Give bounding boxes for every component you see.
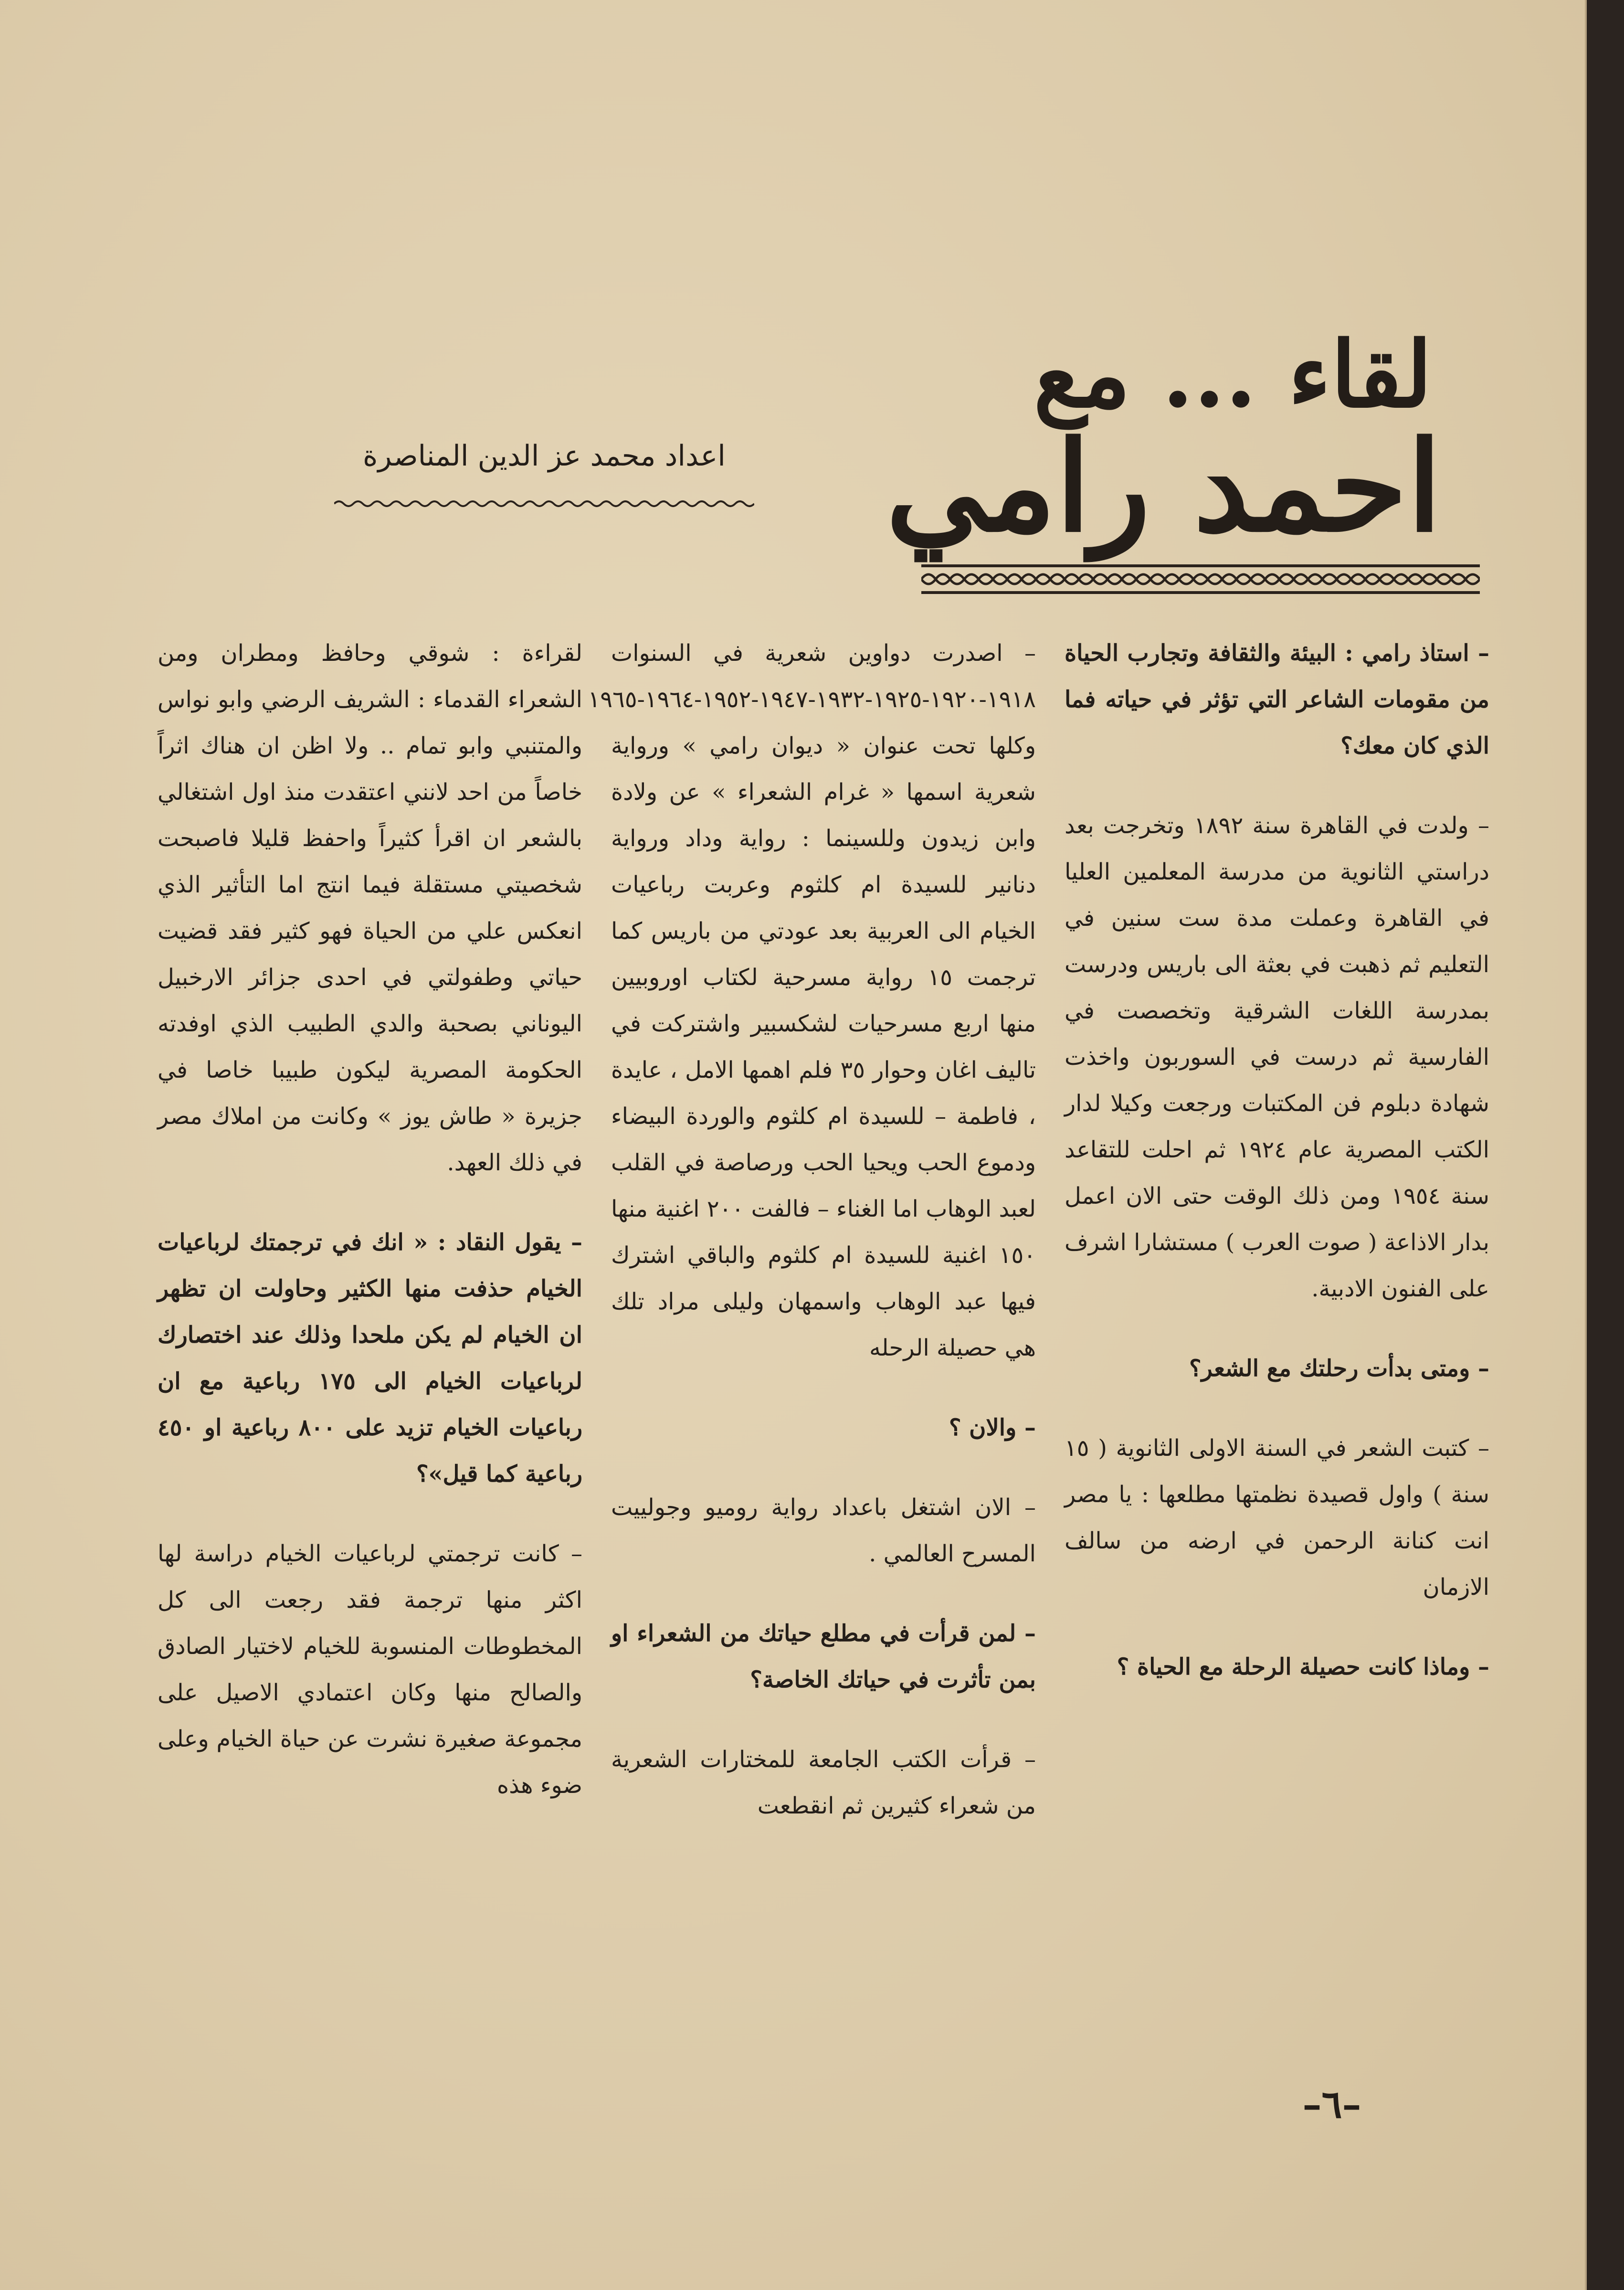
paragraph: – اصدرت دواوين شعرية في السنوات ١٩١٨-١٩٢٠-١٩٢٥-١٩٣٢-١٩٤٧-١٩٥٢-١٩٦٤-١٩٦٥ وكلها تحت عنوان « ديوان رامي » ورواية شعرية اسمها « غرام الشعراء » عن ولادة وابن زيدون وللسينما : رواية وداد ورواية دنانير للسيدة ام كلثوم وعربت رباعيات الخيام الى العربية بعد عودتي من باريس كما ترجمت ١٥ رواية مسرحية لكتاب اوروبيين منها اربع مسرحيات لشكسبير واشتركت في تاليف اغان وحوار ٣٥ فلم اهمها الامل ، عايدة ، فاطمة – للسيدة ام كلثوم والوردة البيضاء ودموع الحب ويحيا الحب ورصاصة في القلب لعبد الوهاب اما الغناء – فالفت ٢٠٠ اغنية منها ١٥٠ اغنية للسيدة ام كلثوم والباقي اشترك فيها عبد الوهاب واسمهان وليلى مراد تلك هي حصيلة الرحله <box>588 640 1036 1361</box>
paragraph: – والان ؟ <box>949 1414 1036 1441</box>
column-middle <box>588 630 1036 1863</box>
paragraph: – ومتى بدأت رحلتك مع الشعر؟ <box>1189 1355 1489 1382</box>
byline: اعداد محمد عز الدين المناصرة <box>363 439 726 473</box>
paragraph: – كتبت الشعر في السنة الاولى الثانوية ( ١٥ سنة ) واول قصيدة نظمتها مطلعها : يا مصر انت كنانة الرحمن في ارضه من سالف الازمان <box>1065 1435 1489 1601</box>
paragraph: – كانت ترجمتي لرباعيات الخيام دراسة لها اكثر منها ترجمة فقد رجعت الى كل المخطوطات المنسوبة للخيام لاختيار الصادق والصالح منها وكان اعتمادي الاصيل على مجموعة صغيرة نشرت عن حياة الخيام وعلى ضوء هذه <box>158 1540 582 1799</box>
column-right <box>1065 630 1489 1724</box>
paragraph: – استاذ رامي : البيئة والثقافة وتجارب الحياة من مقومات الشاعر التي تؤثر في حياته فما الذي كان معك؟ <box>1065 640 1490 759</box>
column-left <box>158 630 582 1842</box>
byline-underline <box>334 497 754 511</box>
page-number: –٦– <box>1302 2082 1361 2127</box>
paragraph: – الان اشتغل باعداد رواية روميو وجولييت المسرح العالمي . <box>611 1494 1036 1567</box>
ornament-border <box>921 562 1480 596</box>
paragraph: – يقول النقاد : « انك في ترجمتك لرباعيات الخيام حذفت منها الكثير وحاولت ان تظهر ان الخيام لم يكن ملحدا وذلك عند اختصارك لرباعيات الخيام الى ١٧٥ رباعية مع ان رباعيات الخيام تزيد على ٨٠٠ رباعية او ٤٥٠ رباعية كما قيل»؟ <box>158 1229 583 1487</box>
paragraph: – قرأت الكتب الجامعة للمختارات الشعرية من شعراء كثيرين ثم انقطعت <box>611 1746 1036 1819</box>
page-title: احمد رامي <box>886 414 1442 560</box>
title-line1: لقاء ... مع <box>1033 321 1432 428</box>
paragraph: لقراءة : شوقي وحافظ ومطران ومن الشعراء القدماء : الشريف الرضي وابو نواس والمتنبي وابو تمام .. ولا اظن ان هناك اثراً خاصاً من احد لانني اعتقدت منذ اول اشتغالي بالشعر ان اقرأ كثيراً واحفظ قليلا فاصبحت شخصيتي مستقلة فيما انتج اما التأثير الذي انعكس علي من الحياة فهو كثير فقد قضيت حياتي وطفولتي في احدى جزائر الارخبيل اليوناني بصحبة والدي الطبيب الذي اوفدته الحكومة المصرية ليكون طبيبا خاصا في جزيرة « طاش يوز » وكانت من املاك مصر في ذلك العهد. <box>158 640 582 1176</box>
paragraph: – وماذا كانت حصيلة الرحلة مع الحياة ؟ <box>1117 1654 1489 1680</box>
paragraph: – لمن قرأت في مطلع حياتك من الشعراء او بمن تأثرت في حياتك الخاصة؟ <box>611 1620 1036 1693</box>
paragraph: – ولدت في القاهرة سنة ١٨٩٢ وتخرجت بعد دراستي الثانوية من مدرسة المعلمين العليا في القاهرة وعملت مدة ست سنين في التعليم ثم ذهبت في بعثة الى باريس ودرست بمدرسة اللغات الشرقية وتخصصت في الفارسية ثم درست في السوربون واخذت شهادة دبلوم فن المكتبات ورجعت وكيلا لدار الكتب المصرية عام ١٩٢٤ ثم احلت للتقاعد سنة ١٩٥٤ ومن ذلك الوقت حتى الان اعمل بدار الاذاعة ( صوت العرب ) مستشارا اشرف على الفنون الادبية. <box>1065 812 1490 1302</box>
